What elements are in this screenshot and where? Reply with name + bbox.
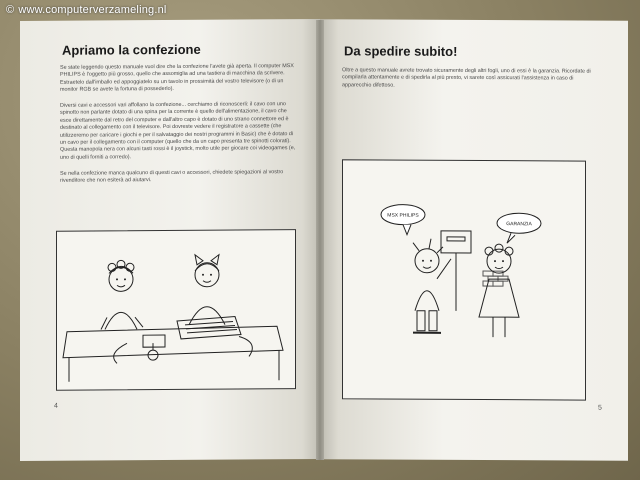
left-illustration-frame xyxy=(56,229,296,391)
left-paragraph-1: Se state leggendo questo manuale vuol dire che la confezione l'avete già aperta. Il computer MSX PHILIPS è l'oggetto più grosso, quello che assomiglia ad una tastiera di macchina da scrivere. Estraetelo dall'imballo ed appoggiatelo su un tavolo in prossimità del vostro televisore (o di un monitor RGB se avete la fortuna di possederlo). xyxy=(60,63,294,93)
watermark xyxy=(6,4,167,16)
right-paragraph-1: Oltre a questo manuale avrete trovato sicuramente degli altri fogli, uno di essi è la garanzia. Ricordate di compilarla attentamente e di spedirla al più presto, vi sarete così assicurati l'assistenza in caso di apparecchio difettoso. xyxy=(342,67,591,89)
cables-drawing xyxy=(114,336,253,363)
bubble-right-drawing xyxy=(497,213,541,243)
right-page-number: 5 xyxy=(598,404,602,412)
left-page-number: 4 xyxy=(54,402,58,410)
bubble-left-drawing xyxy=(381,205,425,235)
watermark-url: www.computerverzameling.nl xyxy=(18,4,167,16)
right-illustration-frame xyxy=(342,159,586,400)
right-page-title: Da spedire subito! xyxy=(344,43,458,59)
left-child-drawing xyxy=(101,260,143,329)
bubble-right-text: GARANZIA xyxy=(506,221,532,228)
children-computer-illustration xyxy=(57,230,295,390)
left-page-title: Apriamo la confezione xyxy=(62,41,201,58)
copyright-symbol: © xyxy=(6,4,15,16)
booklet-spine xyxy=(316,20,324,460)
right-page xyxy=(320,19,628,461)
mailbox-drawing xyxy=(441,231,471,311)
right-child-drawing xyxy=(189,255,225,325)
cassette-drawing xyxy=(143,335,165,347)
left-page xyxy=(20,19,320,461)
left-paragraph-2: Diversi cavi e accessori vari affollano la confezione... cerchiamo di riconoscerli: il cavo con uno spinotto non parlante dotato di una spina per la corrente è quello dell'alimentazione, il cavo che esce direttamente dal retro del computer e dall'altro capo è dotato di uno strano connettore ed è destinato al collegamento con il televisore. Poi dovreste vedere il registratore a cassette (che utilizzeremo per caricare i giochi e per il salvataggio dei nostri programmi in Basic) che è dotato di un cavo per il collegamento con il computer (quello che da un capo presenta tre spinotti colorati). Questa manopola nera con alcuni tasti rossi è il joystick, molto utile per giocare coi videogames (e, uno di quelli forniti a corredo). xyxy=(60,101,296,161)
left-paragraph-3: Se nella confezione manca qualcuno di questi cavi o accessori, chiedete spiegazioni al vostro rivenditore che non esiterà ad aiutarvi. xyxy=(60,169,284,185)
girl-drawing xyxy=(479,244,519,337)
bubble-left-text: MSX PHILIPS xyxy=(387,212,419,219)
open-booklet xyxy=(20,20,628,460)
children-warranty-illustration xyxy=(343,160,585,399)
